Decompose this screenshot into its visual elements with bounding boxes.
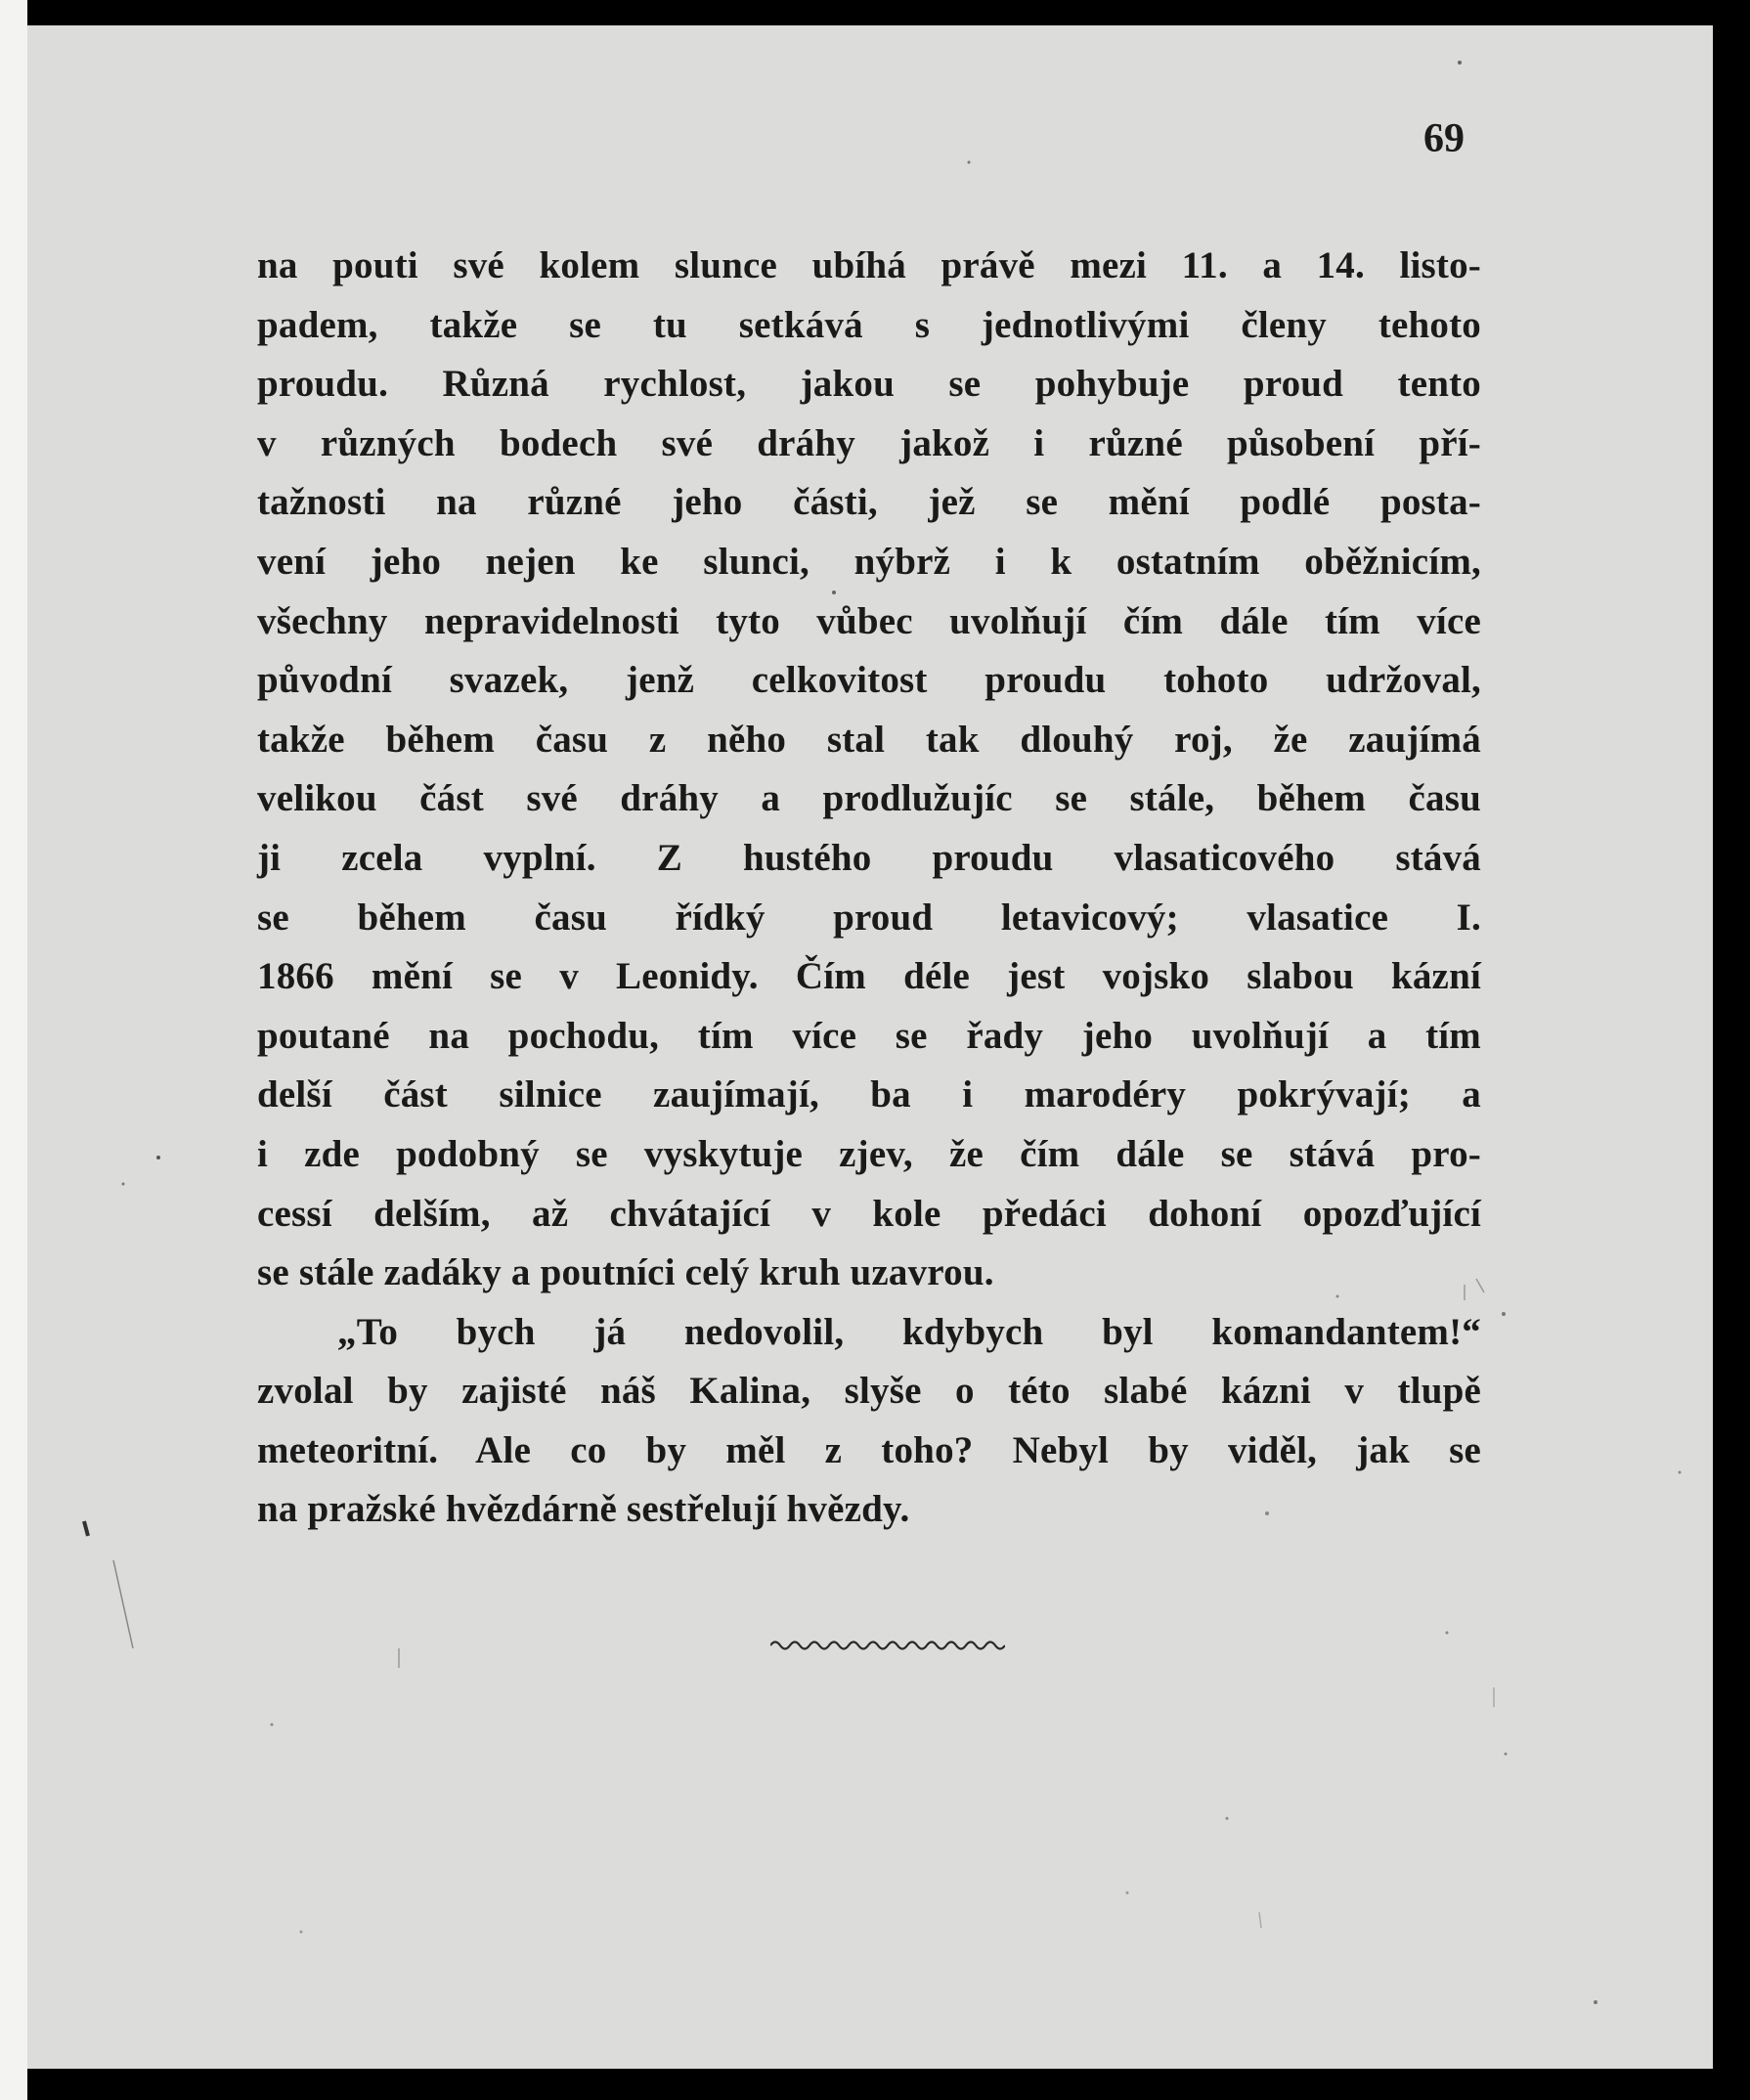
text-line: původní svazek, jenž celkovitost proudu tohoto udržoval, [257,659,1481,702]
section-end-ornament [770,1637,1005,1654]
text-line: velikou část své dráhy a prodlužujíc se stále, během času [257,777,1481,820]
page-number: 69 [1423,116,1465,161]
text-line: se během času řídký proud letavicový; vlasatice I. [257,896,1481,939]
text-line: cessí delším, až chvátající v kole předáci dohoní opozďující [257,1192,1481,1235]
text-line: vení jeho nejen ke slunci, nýbrž i k ostatním oběžnicím, [257,540,1481,583]
text-line: padem, takže se tu setkává s jednotlivými členy tehoto [257,303,1481,346]
text-line: v různých bodech své dráhy jakož i různé působení pří- [257,421,1481,464]
text-line: zvolal by zajisté náš Kalina, slyše o této slabé kázni v tlupě [257,1370,1481,1413]
paragraph-end-line: na pražské hvězdárně sestřelují hvězdy. [257,1488,910,1531]
text-line: delší část silnice zaujímají, ba i marodéry pokrývají; a [257,1073,1481,1116]
quote-line: „To bych já nedovolil, kdybych byl komandantem!“ [337,1310,1481,1353]
text-line: proudu. Různá rychlost, jakou se pohybuje proud tento [257,363,1481,406]
book-page [27,25,1713,2069]
text-line: poutané na pochodu, tím více se řady jeho uvolňují a tím [257,1014,1481,1057]
text-line: všechny nepravidelnosti tyto vůbec uvolňují čím dále tím více [257,599,1481,642]
text-line: 1866 mění se v Leonidy. Čím déle jest vojsko slabou kázní [257,955,1481,998]
text-line: takže během času z něho stal tak dlouhý roj, že zaujímá [257,718,1481,761]
text-line: i zde podobný se vyskytuje zjev, že čím dále se stává pro- [257,1132,1481,1175]
text-line: tažnosti na různé jeho části, jež se mění podlé posta- [257,481,1481,524]
text-line: ji zcela vyplní. Z hustého proudu vlasaticového stává [257,836,1481,879]
body-text [257,237,1481,1540]
paragraph-end-line: se stále zadáky a poutníci celý kruh uzavrou. [257,1251,994,1294]
text-line: meteoritní. Ale co by měl z toho? Nebyl by viděl, jak se [257,1428,1481,1471]
text-line: na pouti své kolem slunce ubíhá právě mezi 11. a 14. listo- [257,244,1481,286]
left-page-margin [0,0,27,2100]
